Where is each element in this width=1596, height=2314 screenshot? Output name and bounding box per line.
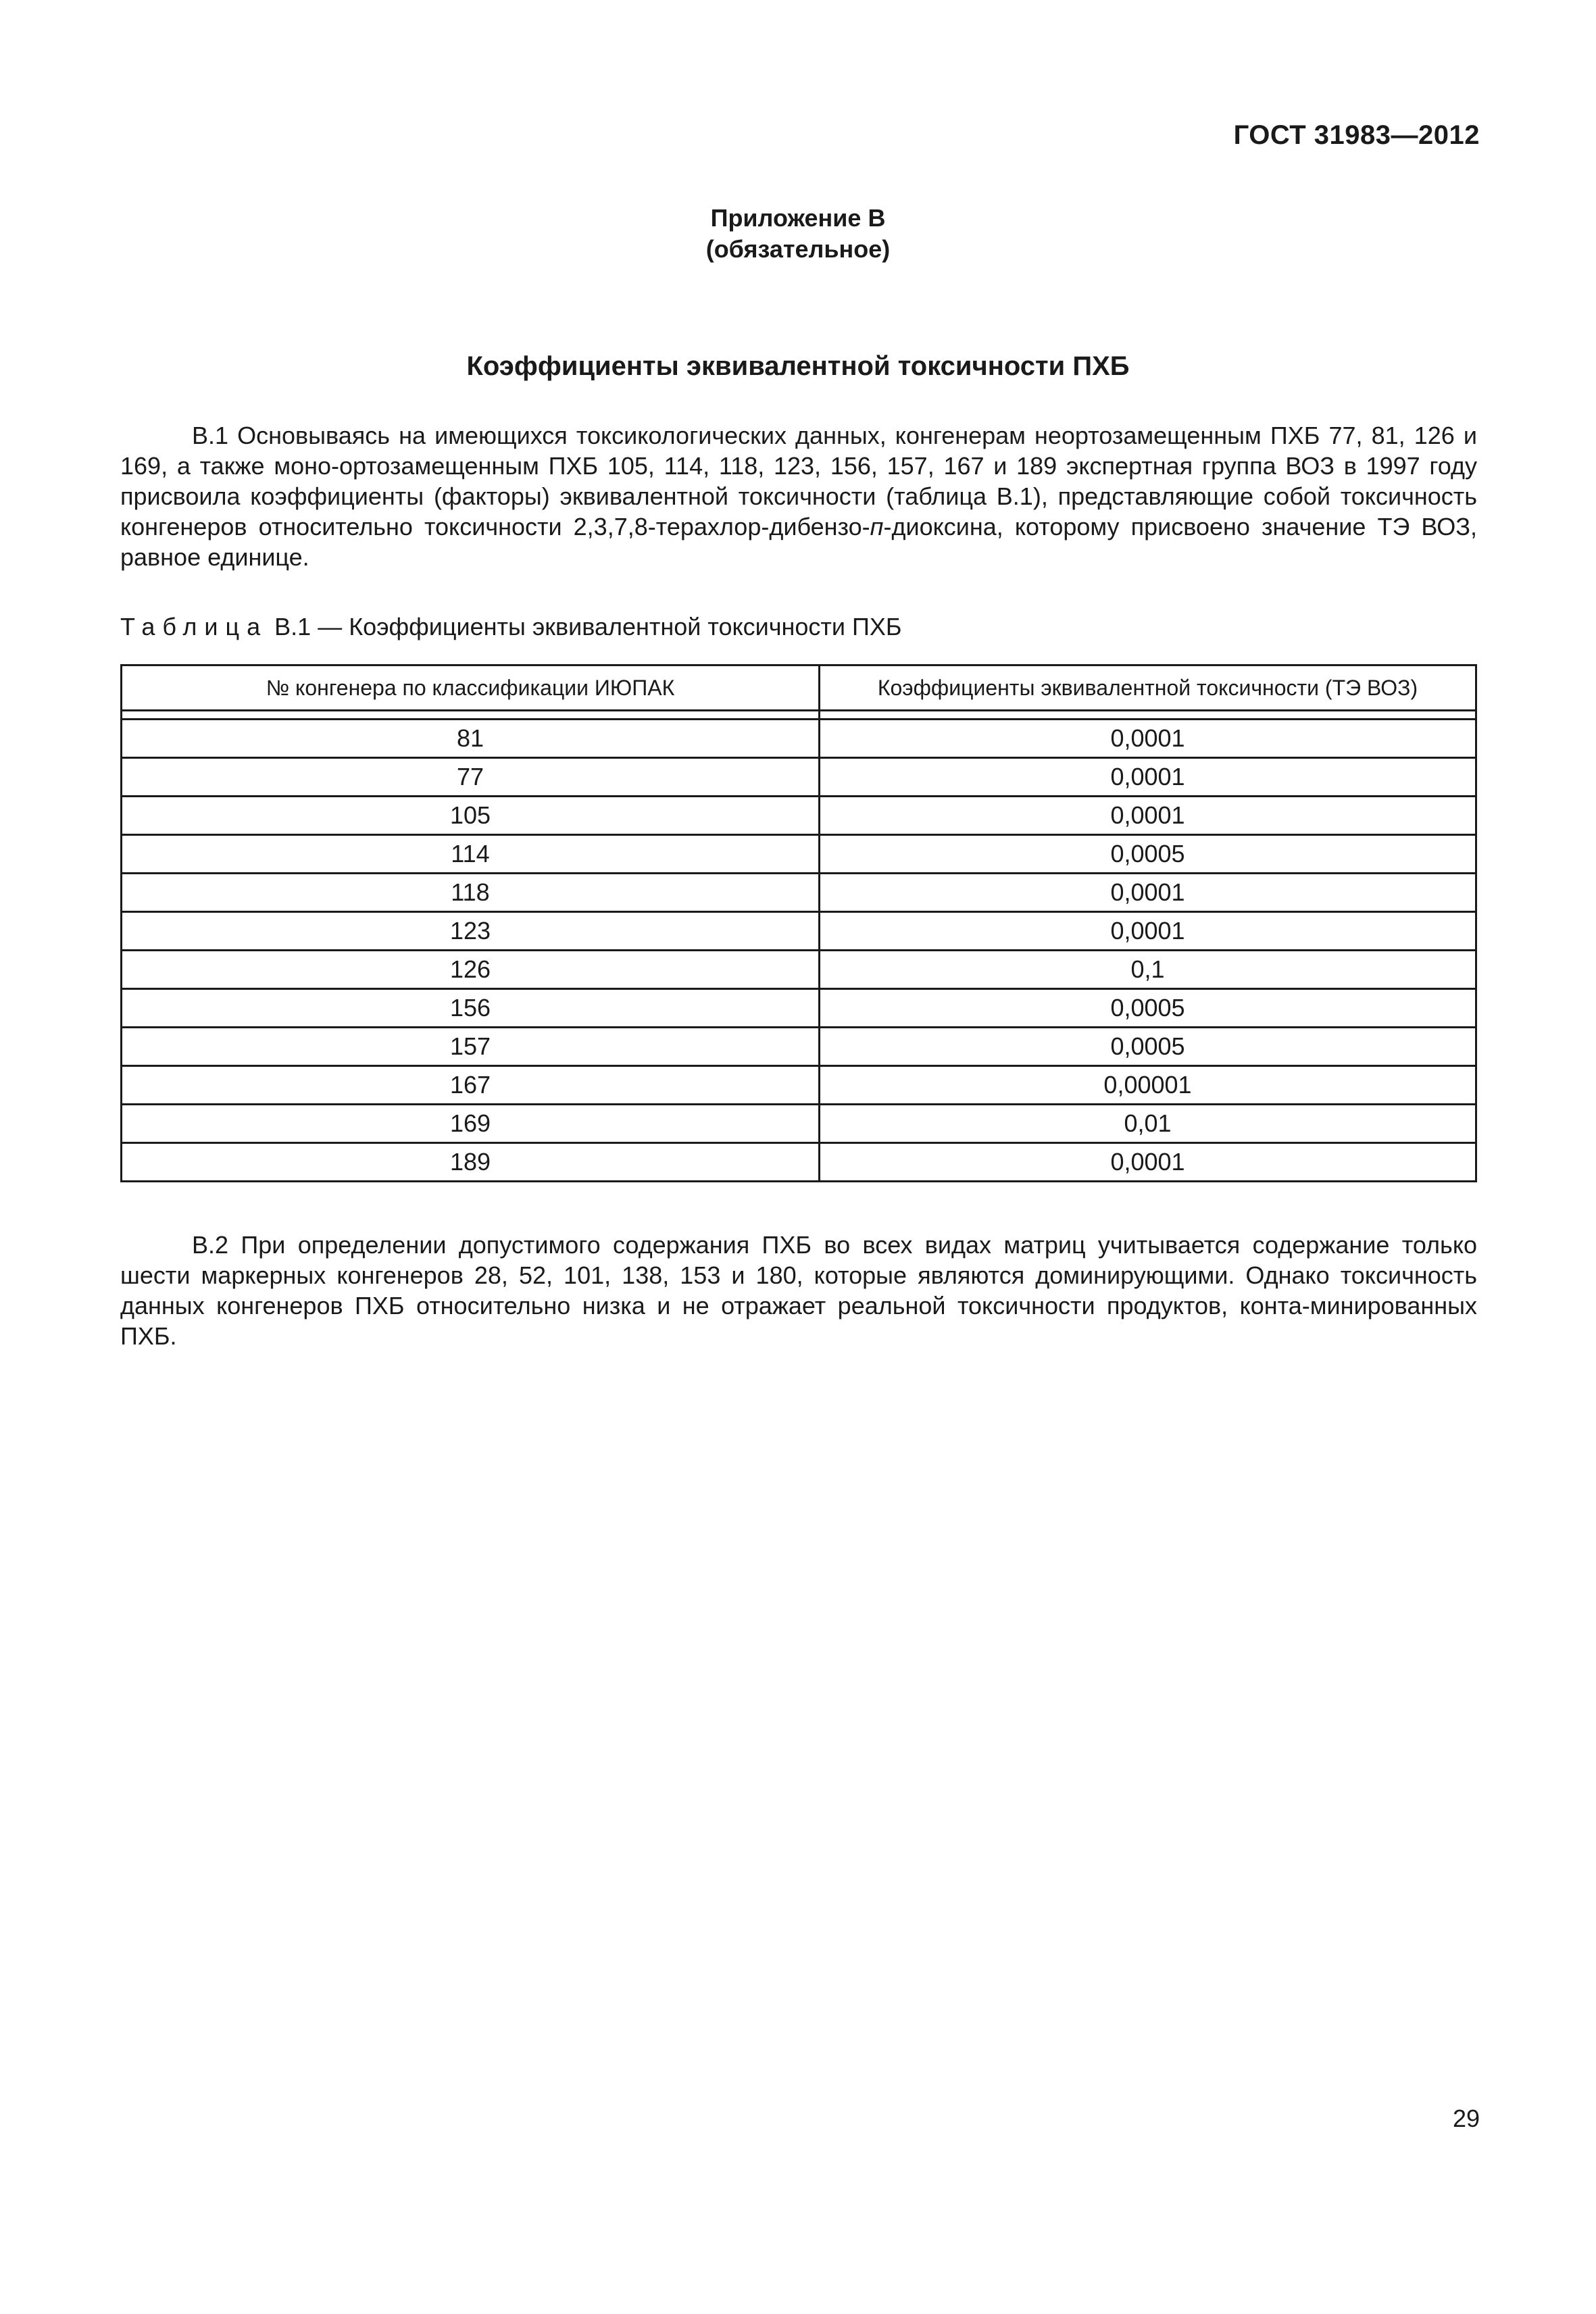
table-row <box>122 1105 1476 1143</box>
table-body <box>122 720 1476 1182</box>
congener-number-cell: 126 <box>122 951 820 989</box>
table-row <box>122 720 1476 758</box>
paragraph-b2-text: В.2 При определении допустимого содержания ПХБ во всех видах матриц учитывается содержание только шести маркерных конгенеров 28, 52, 101, 138, 153 и 180, которые являются доминирующими. Однако токсичность данных конгенеров ПХБ относительно низка и не отражает реальной токсичности продуктов, конта-минированных ПХБ. <box>120 1231 1477 1350</box>
tef-value-cell: 0,00001 <box>820 1066 1476 1105</box>
section-title: Коэффициенты эквивалентной токсичности ПХБ <box>466 351 1130 381</box>
document-code: ГОСТ 31983—2012 <box>1233 120 1480 150</box>
paragraph-b1-italic: п <box>870 513 884 540</box>
table-caption-text: В.1 — Коэффициенты эквивалентной токсичности ПХБ <box>268 613 902 640</box>
congener-number-cell: 189 <box>122 1143 820 1182</box>
table-row <box>122 874 1476 912</box>
tef-value-cell: 0,0001 <box>820 758 1476 797</box>
table-row <box>122 951 1476 989</box>
appendix-title: Приложение В <box>710 204 886 232</box>
appendix-heading <box>0 203 1596 265</box>
congener-number-cell: 156 <box>122 989 820 1028</box>
table-caption-label: Таблица <box>120 613 268 640</box>
paragraph-b1 <box>120 420 1477 572</box>
tef-value-cell: 0,0001 <box>820 797 1476 835</box>
header-tef-coefficient: Коэффициенты эквивалентной токсичности (ТЭ ВОЗ) <box>820 665 1476 711</box>
tef-value-cell: 0,0001 <box>820 912 1476 951</box>
tef-value-cell: 0,0005 <box>820 835 1476 874</box>
tef-value-cell: 0,0001 <box>820 1143 1476 1182</box>
table-row <box>122 835 1476 874</box>
tef-value-cell: 0,0001 <box>820 720 1476 758</box>
table-row <box>122 797 1476 835</box>
table-row <box>122 1143 1476 1182</box>
congener-number-cell: 118 <box>122 874 820 912</box>
table-header-row <box>122 665 1476 711</box>
tef-value-cell: 0,1 <box>820 951 1476 989</box>
table-row <box>122 1028 1476 1066</box>
congener-number-cell: 157 <box>122 1028 820 1066</box>
page-number: 29 <box>1452 2105 1480 2132</box>
table-caption <box>120 611 902 642</box>
paragraph-b2 <box>120 1230 1477 1351</box>
tef-value-cell: 0,0005 <box>820 1028 1476 1066</box>
appendix-status: (обязательное) <box>705 235 891 263</box>
tef-value-cell: 0,0001 <box>820 874 1476 912</box>
congener-number-cell: 114 <box>122 835 820 874</box>
table-row <box>122 758 1476 797</box>
header-congener-number: № конгенера по классификации ИЮПАК <box>122 665 820 711</box>
congener-number-cell: 169 <box>122 1105 820 1143</box>
header-separator <box>122 711 1476 720</box>
congener-number-cell: 105 <box>122 797 820 835</box>
table-row <box>122 1066 1476 1105</box>
tef-value-cell: 0,0005 <box>820 989 1476 1028</box>
paragraph-b1-text-start: В.1 Основываясь на имеющихся токсикологических данных, конгенерам неортозамещенным ПХБ 77, 81, 126 и 169, а также моно-ортозамещенным ПХБ 105, 114, 118, 123, 156, 157, 167 и 189 экспертная группа ВОЗ в 1997 году присвоила коэффициенты (факторы) эквивалентной токсичности (таблица В.1), представляющие собой токсичность конгенеров относительно токсичности 2,3,7,8-терахлор-дибензо- <box>120 422 1477 540</box>
congener-number-cell: 77 <box>122 758 820 797</box>
pcb-tef-table <box>120 664 1477 1182</box>
paragraph-b1-text-end: -диоксина, которому присвоено значение ТЭ ВОЗ, равное единице. <box>120 513 1477 571</box>
congener-number-cell: 167 <box>122 1066 820 1105</box>
congener-number-cell: 123 <box>122 912 820 951</box>
tef-value-cell: 0,01 <box>820 1105 1476 1143</box>
table-row <box>122 912 1476 951</box>
congener-number-cell: 81 <box>122 720 820 758</box>
table-row <box>122 989 1476 1028</box>
